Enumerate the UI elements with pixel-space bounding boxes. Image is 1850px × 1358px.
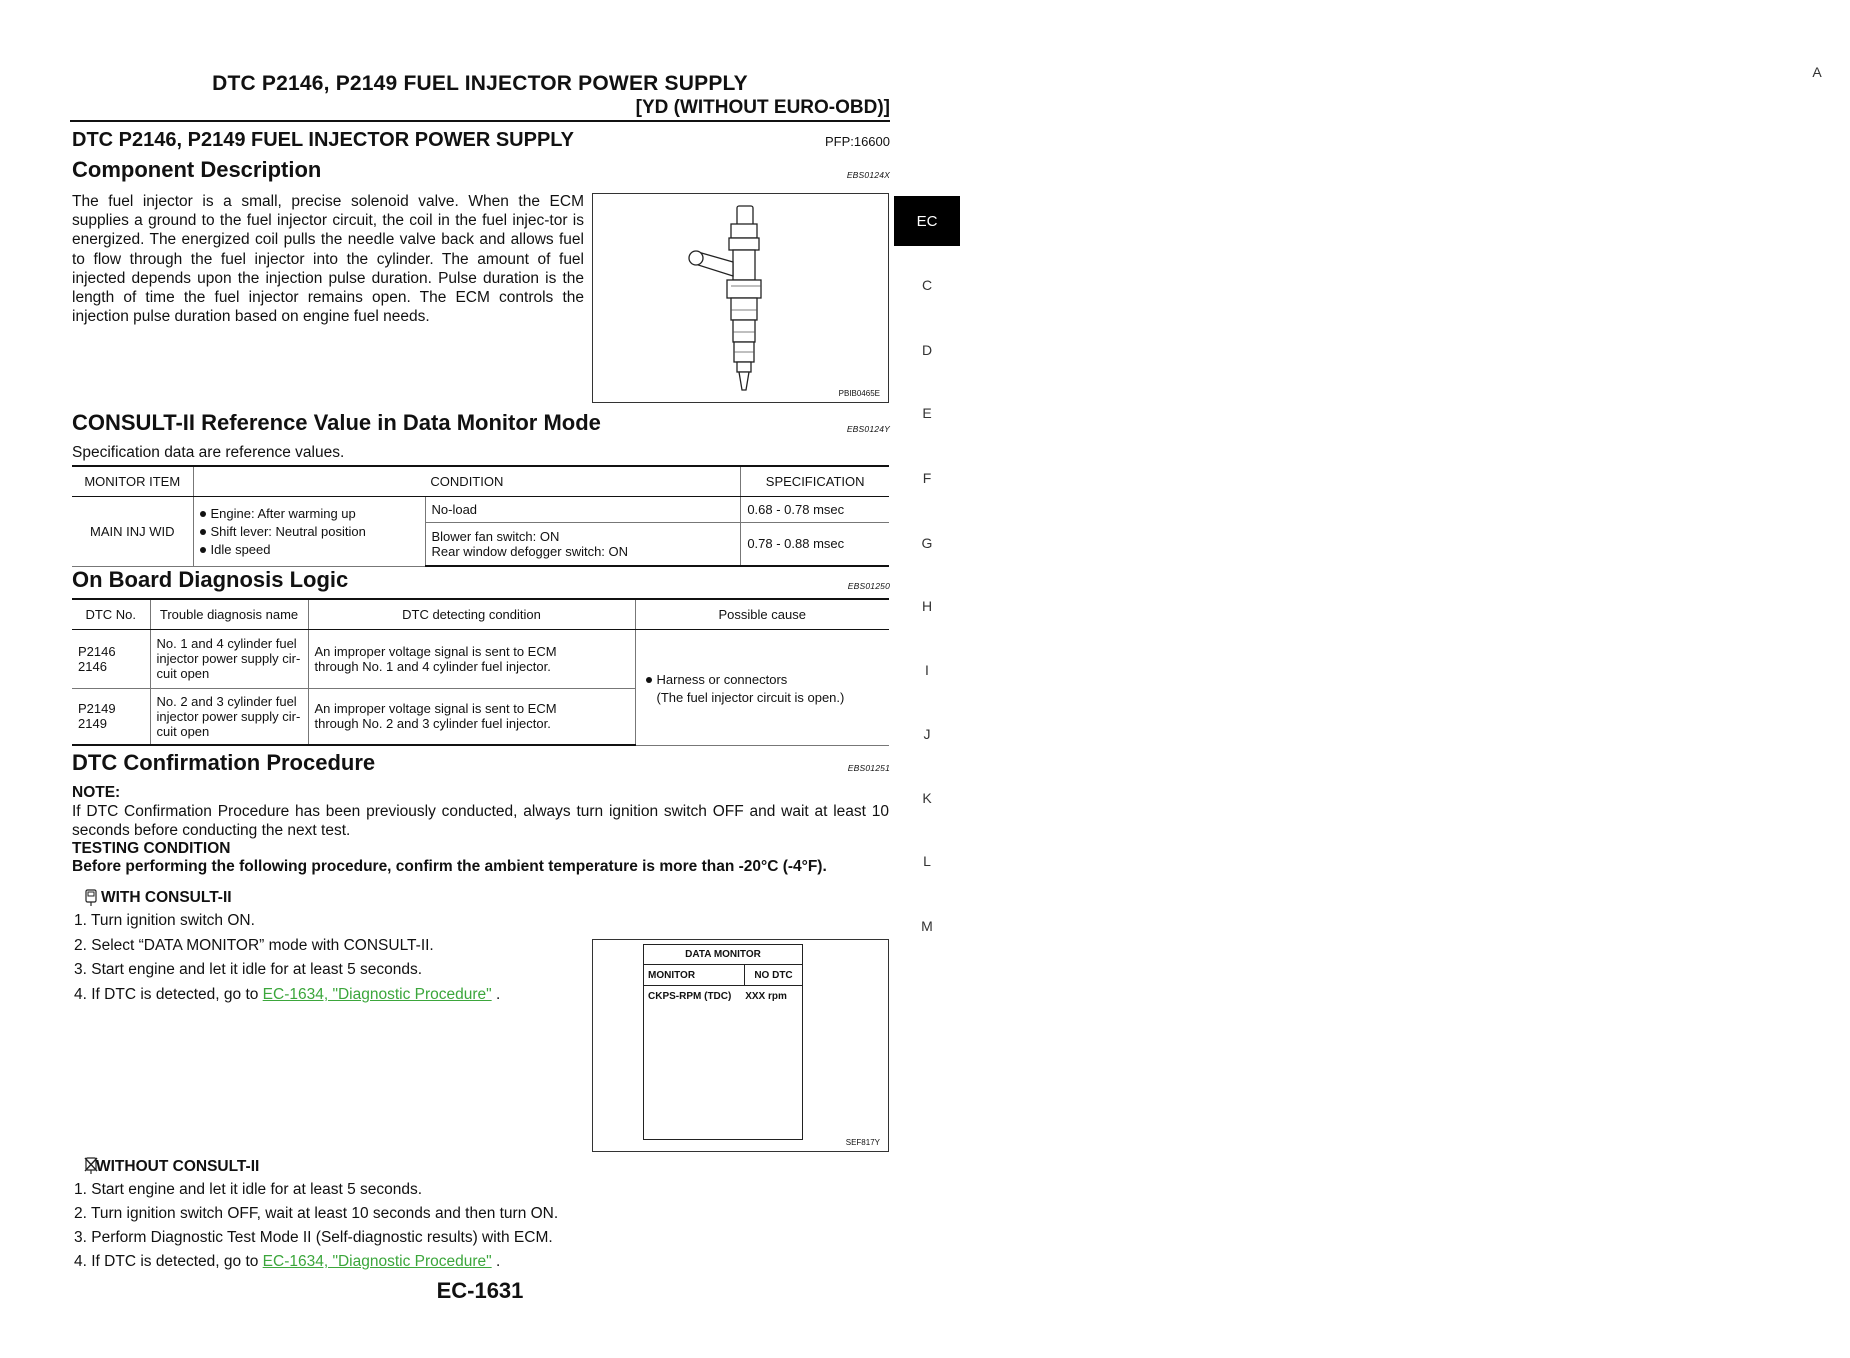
condition-list-cell bbox=[193, 496, 425, 566]
testing-text: Before performing the following procedure, confirm the ambient temperature is more than -20°C (-4°F). bbox=[72, 858, 827, 875]
obd-code: EBS01250 bbox=[847, 581, 890, 591]
step-suffix: . bbox=[491, 986, 501, 1003]
condition-line: An improper voltage signal is sent to ECM bbox=[314, 701, 557, 717]
index-tab-e[interactable]: E bbox=[922, 405, 932, 421]
page-header-subtitle: [YD (WITHOUT EURO-OBD)] bbox=[635, 97, 890, 118]
step-text: 4. If DTC is detected, go to bbox=[74, 986, 263, 1003]
condition-line: Blower fan switch: ON bbox=[431, 528, 560, 544]
without-step-1: 1. Start engine and let it idle for at least 5 seconds. bbox=[74, 1181, 423, 1198]
with-consult-title: WITH CONSULT-II bbox=[101, 889, 232, 906]
condition-cell: No-load bbox=[425, 496, 741, 522]
index-tab-j[interactable]: J bbox=[923, 726, 931, 742]
component-heading: Component Description bbox=[72, 157, 322, 182]
table-header-cell: MONITOR ITEM bbox=[72, 466, 193, 496]
page-header-title: DTC P2146, P2149 FUEL INJECTOR POWER SUPPLY bbox=[212, 72, 748, 95]
table-header-cell: SPECIFICATION bbox=[741, 466, 889, 496]
obd-logic-table bbox=[72, 598, 889, 746]
monitor-item-cell: MAIN INJ WID bbox=[72, 496, 193, 566]
data-monitor-figure bbox=[592, 939, 889, 1152]
confirm-code: EBS01251 bbox=[847, 763, 890, 773]
condition-line: through No. 2 and 3 cylinder fuel injector. bbox=[314, 716, 551, 732]
table-row bbox=[72, 496, 889, 522]
with-step-1: 1. Turn ignition switch ON. bbox=[74, 912, 255, 929]
monitor-status: NO DTC bbox=[754, 970, 793, 981]
component-code: EBS0124X bbox=[846, 170, 890, 180]
cause-detail: (The fuel injector circuit is open.) bbox=[656, 690, 845, 705]
with-step-3: 3. Start engine and let it idle for at least 5 seconds. bbox=[74, 961, 423, 978]
dtc-code: P2146 bbox=[78, 643, 116, 659]
condition-cell bbox=[425, 522, 741, 566]
table-header-row bbox=[72, 599, 889, 629]
pfp-code: PFP:16600 bbox=[824, 134, 890, 149]
condition-item: Shift lever: Neutral position bbox=[200, 524, 419, 539]
dtc-code: 2149 bbox=[78, 716, 107, 732]
table-row bbox=[72, 629, 889, 688]
dtc-cell bbox=[72, 629, 150, 688]
dtc-code: P2149 bbox=[78, 701, 116, 717]
monitor-row: CKPS-RPM (TDC) XXX rpm bbox=[648, 991, 787, 1002]
note-label: NOTE: bbox=[72, 784, 121, 801]
condition-line: through No. 1 and 4 cylinder fuel injector. bbox=[314, 658, 551, 674]
table-header-cell: Possible cause bbox=[635, 599, 889, 629]
diagnostic-procedure-link[interactable]: EC-1634, "Diagnostic Procedure" bbox=[262, 986, 492, 1003]
index-tab-f[interactable]: F bbox=[922, 470, 932, 486]
fuel-injector-illustration bbox=[593, 194, 890, 404]
dtc-code: 2146 bbox=[78, 658, 107, 674]
table-header-cell: DTC No. bbox=[72, 599, 150, 629]
index-tab-m[interactable]: M bbox=[921, 918, 933, 934]
monitor-title: DATA MONITOR bbox=[644, 945, 802, 965]
index-tab-l[interactable]: L bbox=[923, 853, 931, 869]
diagnostic-procedure-link[interactable]: EC-1634, "Diagnostic Procedure" bbox=[262, 1253, 492, 1270]
note-text: If DTC Confirmation Procedure has been previously conducted, always turn ignition switch OFF and wait at least 10 seconds before conducting the next test. bbox=[72, 803, 889, 840]
name-line: injector power supply cir- bbox=[156, 708, 301, 724]
condition-line: Rear window defogger switch: ON bbox=[431, 543, 629, 559]
index-tab-g[interactable]: G bbox=[921, 535, 933, 551]
dtc-cell bbox=[72, 688, 150, 745]
trouble-name-cell bbox=[150, 688, 308, 745]
figure-label: PBIB0465E bbox=[838, 389, 880, 398]
step-text: 4. If DTC is detected, go to bbox=[74, 1253, 263, 1270]
step-suffix: . bbox=[491, 1253, 501, 1270]
index-tab-k[interactable]: K bbox=[922, 790, 932, 806]
index-tab-d[interactable]: D bbox=[921, 342, 933, 358]
cause-item: Harness or connectors bbox=[646, 672, 884, 687]
page-number: EC-1631 bbox=[436, 1278, 524, 1303]
name-line: cuit open bbox=[156, 666, 210, 681]
with-step-4 bbox=[74, 986, 500, 1004]
detecting-condition-cell bbox=[308, 629, 635, 688]
section-title: DTC P2146, P2149 FUEL INJECTOR POWER SUPPLY bbox=[72, 129, 575, 151]
monitor-header-row bbox=[644, 965, 802, 986]
index-tab-c[interactable]: C bbox=[921, 277, 933, 293]
index-tab-i[interactable]: I bbox=[925, 662, 929, 678]
with-step-2: 2. Select “DATA MONITOR” mode with CONSULT-II. bbox=[74, 937, 434, 954]
fuel-injector-figure bbox=[592, 193, 889, 403]
testing-label: TESTING CONDITION bbox=[72, 840, 231, 857]
figure-label: SEF817Y bbox=[845, 1138, 880, 1147]
consult-reference-table bbox=[72, 465, 889, 567]
spec-cell: 0.78 - 0.88 msec bbox=[741, 522, 889, 566]
name-line: cuit open bbox=[156, 723, 210, 739]
trouble-name-cell bbox=[150, 629, 308, 688]
monitor-screen bbox=[643, 944, 803, 1140]
detecting-condition-cell bbox=[308, 688, 635, 745]
name-line: No. 1 and 4 cylinder fuel bbox=[156, 636, 297, 651]
without-step-2: 2. Turn ignition switch OFF, wait at least 10 seconds and then turn ON. bbox=[74, 1205, 559, 1222]
consult-heading: CONSULT-II Reference Value in Data Monitor Mode bbox=[72, 410, 601, 435]
header-divider bbox=[70, 120, 890, 122]
without-consult-title: WITHOUT CONSULT-II bbox=[96, 1158, 260, 1175]
table-header-cell: Trouble diagnosis name bbox=[150, 599, 308, 629]
table-header-cell: DTC detecting condition bbox=[308, 599, 635, 629]
obd-heading: On Board Diagnosis Logic bbox=[72, 567, 349, 592]
table-header-cell: CONDITION bbox=[193, 466, 741, 496]
index-tab-h[interactable]: H bbox=[921, 598, 933, 614]
without-step-4 bbox=[74, 1253, 500, 1271]
consult-note: Specification data are reference values. bbox=[72, 444, 345, 461]
component-text: The fuel injector is a small, precise solenoid valve. When the ECM supplies a ground to the fuel injector circuit, the coil in the fuel injec-tor is energized. The energized coil pulls the needle valve back and allows fuel to flow through the fuel injector into the cylinder. The amount of fuel injected depends upon the injection pulse duration. Pulse duration is the length of time the fuel injector remains open. The ECM controls the injection pulse duration based on engine fuel needs. bbox=[72, 193, 584, 326]
table-header-row bbox=[72, 466, 889, 496]
condition-item: Engine: After warming up bbox=[200, 506, 419, 521]
name-line: injector power supply cir- bbox=[156, 651, 301, 666]
spec-cell: 0.68 - 0.78 msec bbox=[741, 496, 889, 522]
condition-line: An improper voltage signal is sent to ECM bbox=[314, 643, 557, 659]
possible-cause-cell bbox=[635, 629, 889, 745]
confirm-heading: DTC Confirmation Procedure bbox=[72, 750, 376, 775]
monitor-col: MONITOR bbox=[644, 965, 745, 985]
name-line: No. 2 and 3 cylinder fuel bbox=[156, 693, 297, 709]
condition-item: Idle speed bbox=[200, 542, 419, 557]
consult-tool-icon bbox=[84, 889, 98, 907]
index-tab-a[interactable]: A bbox=[1812, 64, 1822, 80]
index-tab-ec-active[interactable]: EC bbox=[894, 196, 960, 246]
without-step-3: 3. Perform Diagnostic Test Mode II (Self-diagnostic results) with ECM. bbox=[74, 1229, 553, 1246]
consult-code: EBS0124Y bbox=[846, 424, 890, 434]
